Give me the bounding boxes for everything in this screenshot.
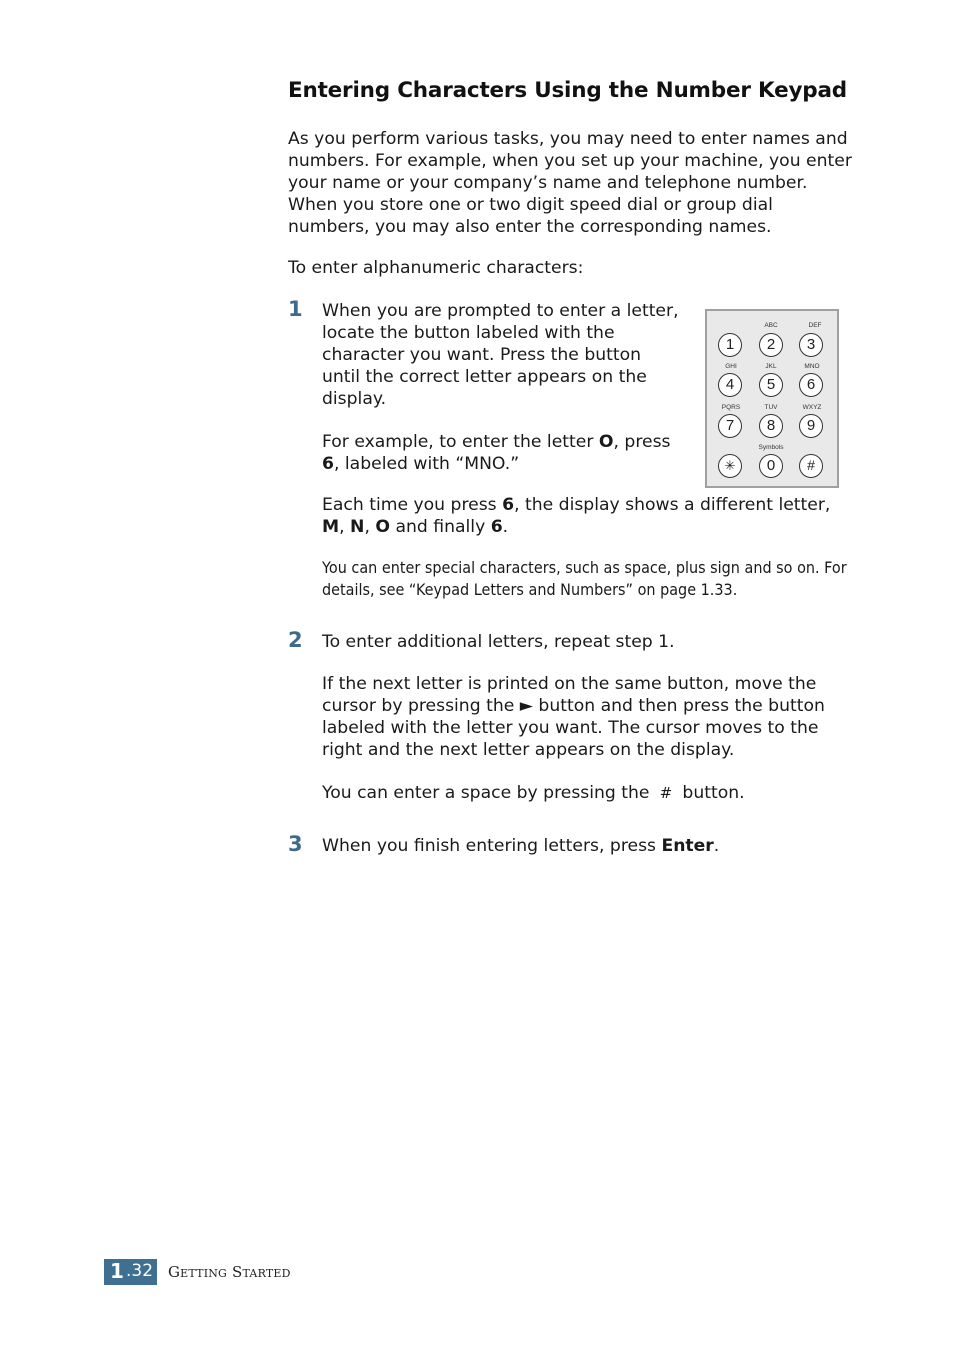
- step-2-text: To enter additional letters, repeat step 1.: [322, 632, 675, 652]
- key-1: 1: [718, 333, 742, 357]
- key-8-letters: TUV: [764, 404, 778, 411]
- intro-paragraph: As you perform various tasks, you may need to enter names and numbers. For example, when you set up your machine, you enter your name or your company’s name and telephone number. When you store one or two digit speed dial or group dial numbers, you may also enter the corresponding names.: [288, 129, 852, 237]
- section-heading: Entering Characters Using the Number Keypad: [288, 78, 847, 103]
- key-5: 5: [759, 373, 783, 397]
- key-0: 0: [759, 454, 783, 478]
- hash-key-icon: #: [659, 784, 673, 802]
- step-1-text: When you are prompted to enter a letter, locate the button labeled with the character you want. Press the button until the correct letter appears on the display.: [322, 301, 679, 409]
- key-3: 3: [799, 333, 823, 357]
- key-6-letters: MNO: [804, 363, 820, 370]
- step-1-cycle: Each time you press 6, the display shows a different letter, M, N, O and finally 6.: [322, 495, 831, 537]
- key-star: ✳: [718, 454, 742, 478]
- footer-section-title: Getting Started: [168, 1263, 291, 1281]
- key-4-letters: GHI: [725, 363, 737, 370]
- keypad-illustration: [705, 309, 839, 488]
- key-6: 6: [799, 373, 823, 397]
- key-7: 7: [718, 414, 742, 438]
- step-1-example: For example, to enter the letter O, press 6, labeled with “MNO.”: [322, 432, 671, 474]
- key-0-label: Symbols: [758, 444, 784, 451]
- chapter-number: 1: [110, 1259, 124, 1283]
- step-number-1: 1: [288, 297, 303, 321]
- step-number-3: 3: [288, 832, 303, 856]
- lead-sentence: To enter alphanumeric characters:: [288, 258, 584, 278]
- page-number: .32: [126, 1261, 154, 1281]
- page-number-badge: [104, 1259, 157, 1285]
- step-2-space-paragraph: You can enter a space by pressing the # button.: [322, 783, 745, 803]
- key-2: 2: [759, 333, 783, 357]
- step-3-text: When you finish entering letters, press Enter.: [322, 836, 720, 856]
- key-9-letters: WXYZ: [802, 404, 822, 411]
- step-1-note: You can enter special characters, such as space, plus sign and so on. For details, see “Keypad Letters and Numbers” on page 1.33.: [322, 558, 847, 599]
- step-number-2: 2: [288, 628, 303, 652]
- key-4: 4: [718, 373, 742, 397]
- key-5-letters: JKL: [765, 363, 777, 370]
- key-8: 8: [759, 414, 783, 438]
- key-7-letters: PQRS: [721, 404, 741, 411]
- key-9: 9: [799, 414, 823, 438]
- key-3-letters: DEF: [808, 322, 822, 329]
- key-hash: #: [799, 454, 823, 478]
- key-2-letters: ABC: [764, 322, 778, 329]
- step-2-cursor-paragraph: If the next letter is printed on the same button, move the cursor by pressing the ► button and then press the button labeled with the letter you want. The cursor moves to the right and the next letter appears on the display.: [322, 674, 825, 760]
